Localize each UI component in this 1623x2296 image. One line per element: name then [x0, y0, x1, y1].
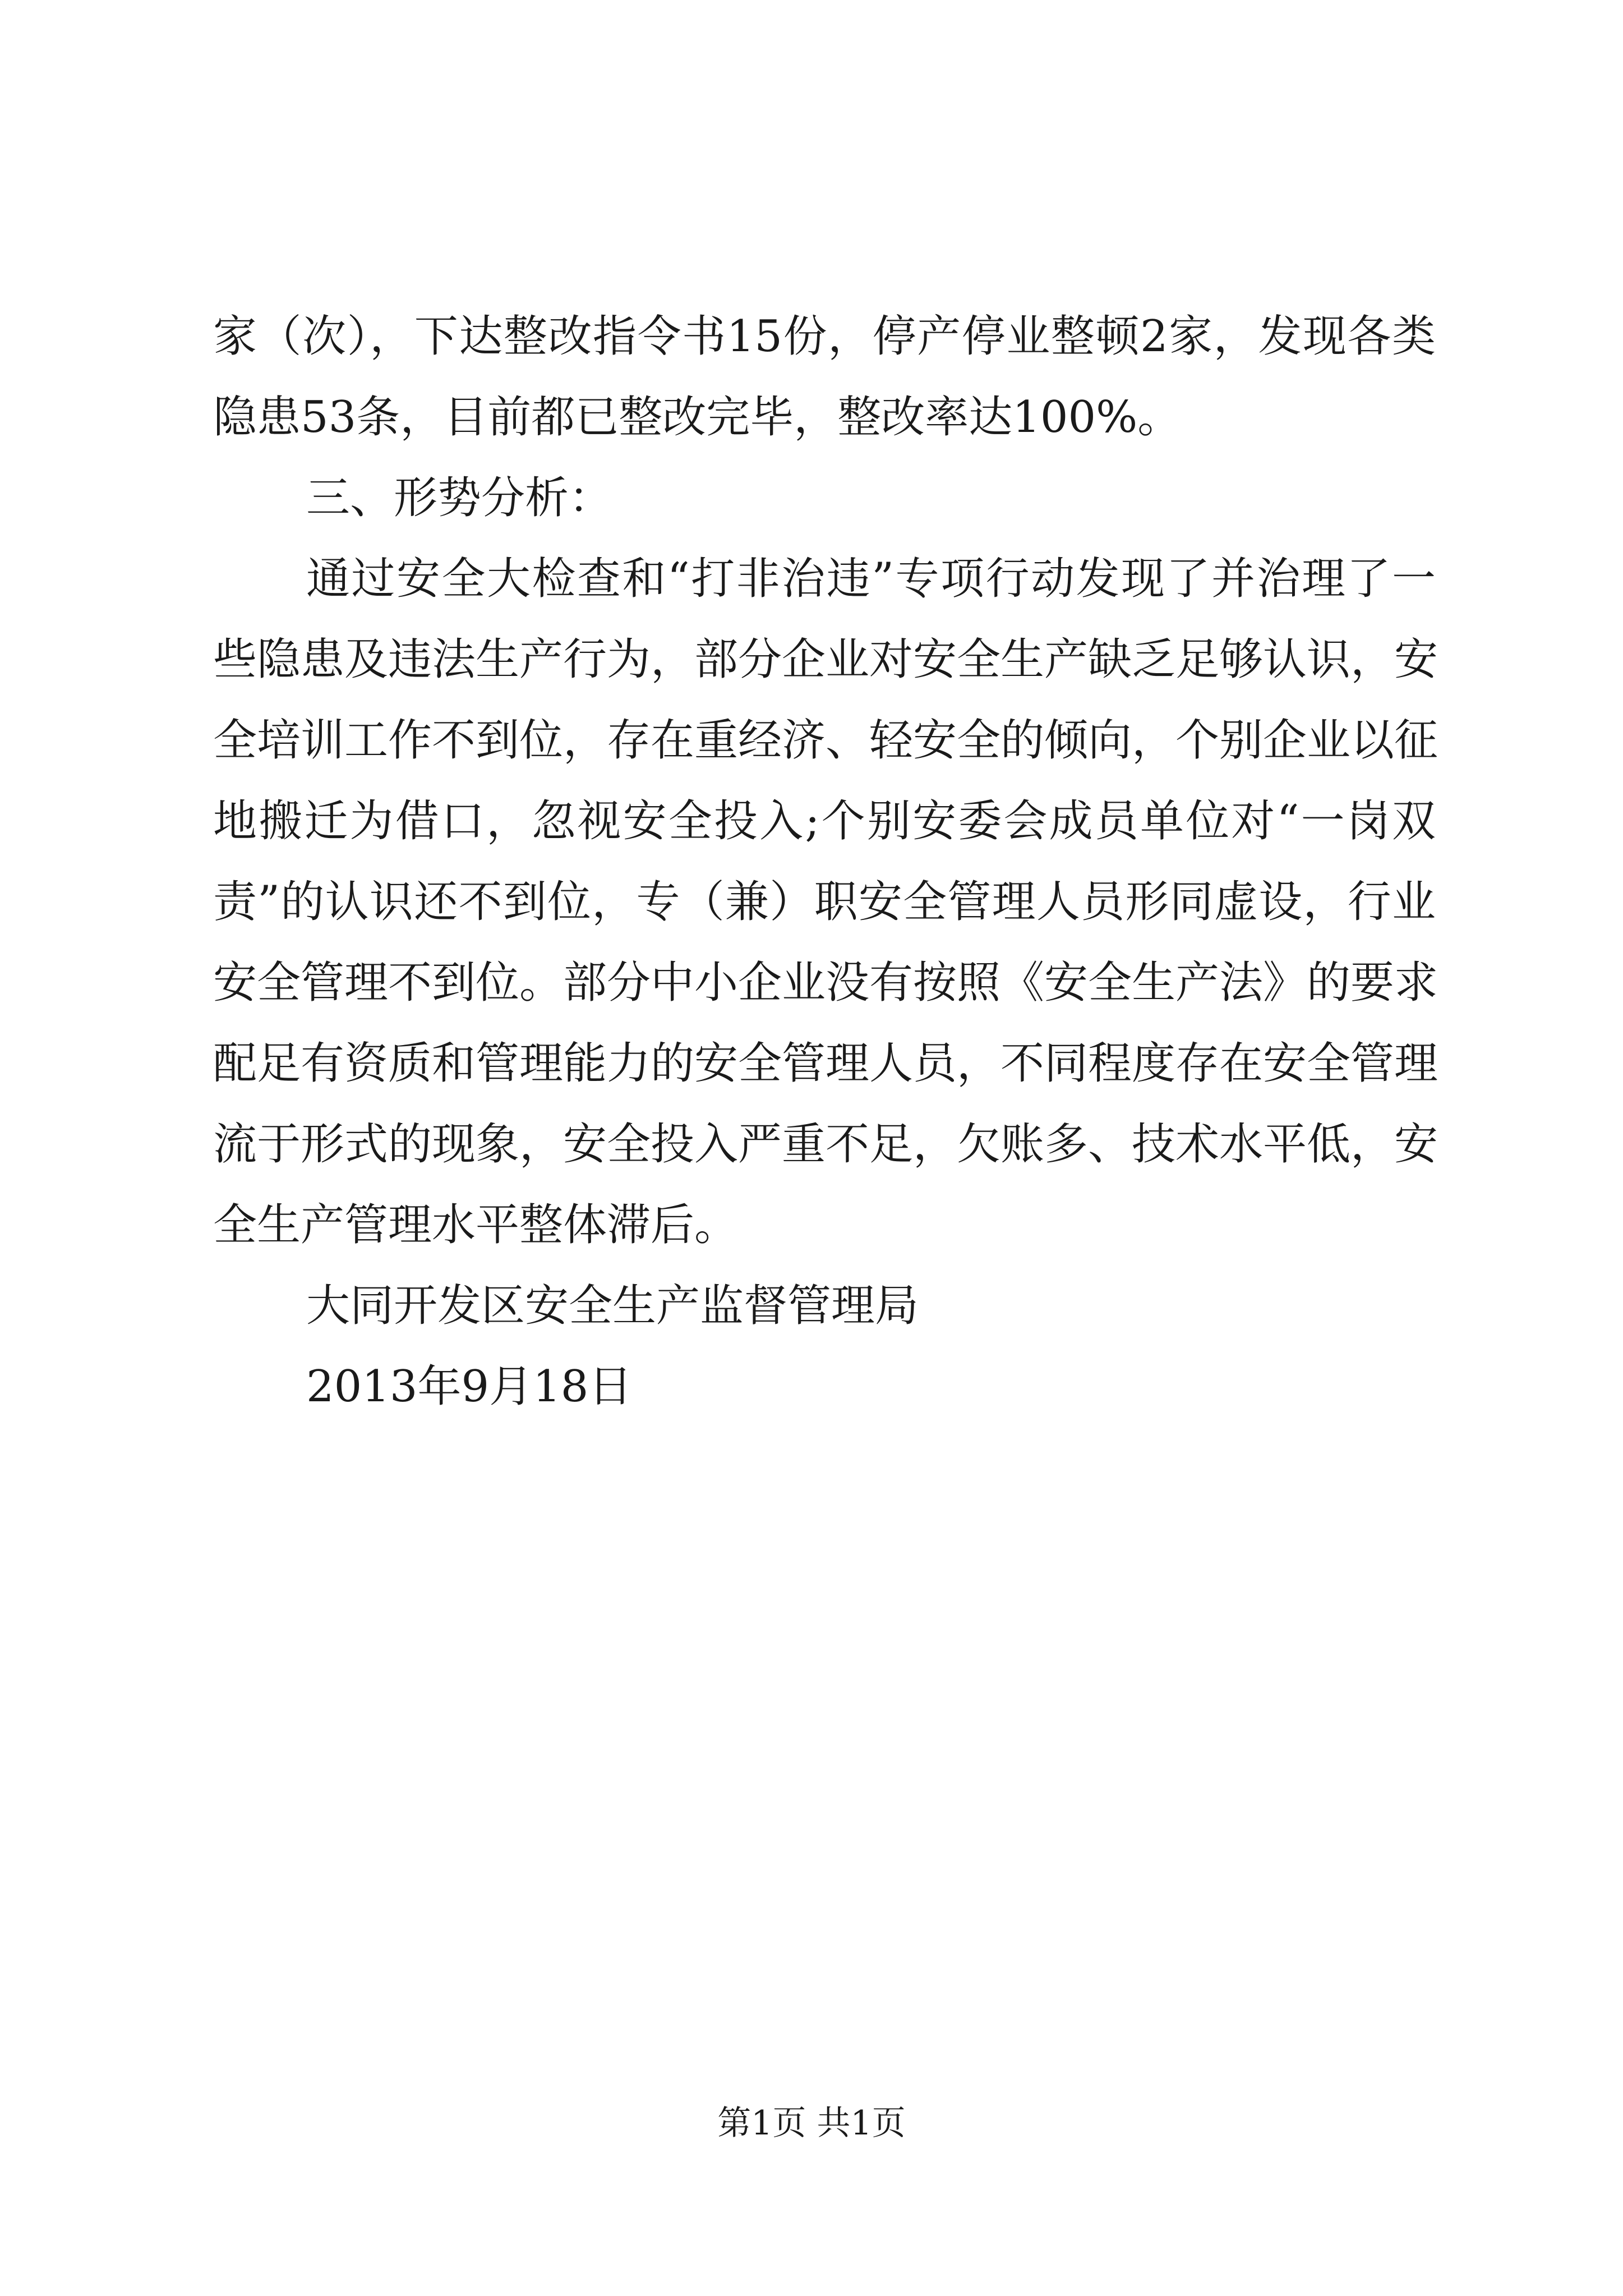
- paragraph-line: 家（次），下达整改指令书15份，停产停业整顿2家，发现各类: [213, 311, 1436, 362]
- paragraph-line: 地搬迁为借口，忽视安全投入;个别安委会成员单位对“一岗双: [213, 796, 1436, 846]
- paragraph-line: 隐患53条，目前都已整改完毕，整改率达100%。: [213, 392, 1182, 443]
- page-number-footer: 第1页 共1页: [717, 2104, 906, 2143]
- signature-date: 2013年9月18日: [306, 1361, 633, 1412]
- section-heading: 三、形势分析：: [306, 473, 613, 523]
- paragraph-line: 些隐患及违法生产行为，部分企业对安全生产缺乏足够认识，安: [213, 634, 1438, 685]
- signature-organization: 大同开发区安全生产监督管理局: [306, 1281, 919, 1331]
- paragraph-line: 配足有资质和管理能力的安全管理人员，不同程度存在安全管理: [213, 1038, 1438, 1089]
- paragraph-line: 流于形式的现象，安全投入严重不足，欠账多、技术水平低，安: [213, 1119, 1438, 1170]
- paragraph-line: 安全管理不到位。部分中小企业没有按照《安全生产法》的要求: [213, 958, 1438, 1008]
- paragraph-line: 全培训工作不到位，存在重经济、轻安全的倾向，个别企业以征: [213, 715, 1438, 766]
- paragraph-line: 通过安全大检查和“打非治违”专项行动发现了并治理了一: [306, 554, 1436, 604]
- paragraph-line: 责”的认识还不到位，专（兼）职安全管理人员形同虚设，行业: [213, 877, 1436, 927]
- paragraph-line: 全生产管理水平整体滞后。: [213, 1200, 739, 1250]
